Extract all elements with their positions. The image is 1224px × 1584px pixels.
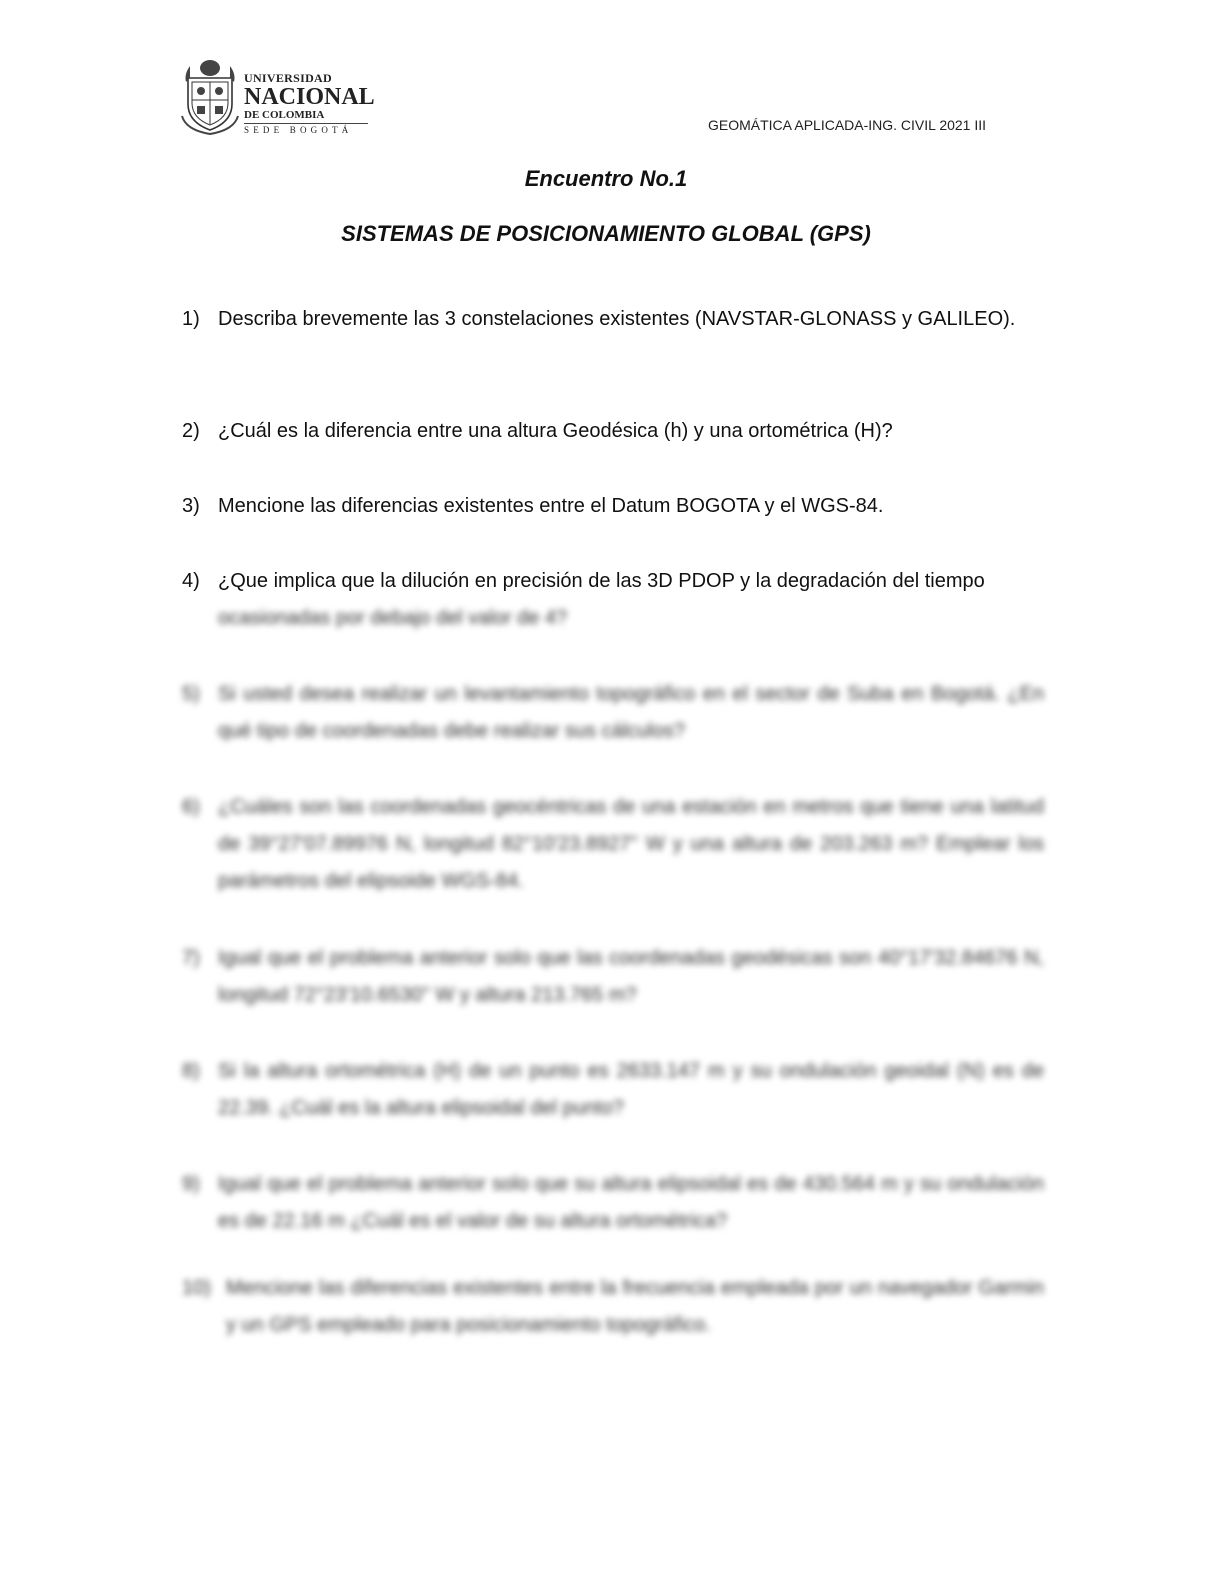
question-item xyxy=(182,1270,1044,1344)
question-text: Describa brevemente las 3 constelaciones existentes (NAVSTAR-GLONASS y GALILEO). xyxy=(218,308,1016,330)
coat-of-arms-icon xyxy=(180,56,240,136)
question-number: 9) xyxy=(182,1173,200,1195)
logo-line-4: SEDE BOGOTÁ xyxy=(244,125,353,135)
logo-line-1: UNIVERSIDAD xyxy=(244,71,332,85)
logo-line-3: DE COLOMBIA xyxy=(244,109,325,121)
question-number: 4) xyxy=(182,570,200,592)
question-text: ¿Cuál es la diferencia entre una altura Geodésica (h) y una ortométrica (H)? xyxy=(218,420,893,442)
question-number: 10) xyxy=(182,1277,211,1299)
question-text-blurred: ocasionadas por debajo del valor de 4? xyxy=(218,607,568,629)
question-number: 1) xyxy=(182,308,200,330)
course-header: GEOMÁTICA APLICADA-ING. CIVIL 2021 III xyxy=(708,117,987,133)
question-text: Igual que el problema anterior solo que su altura elipsoidal es de 430.564 m y su ondulación es de 22.16 m ¿Cuál es el valor de su altura ortométrica? xyxy=(218,1173,1044,1232)
question-item xyxy=(182,413,1044,450)
question-item xyxy=(182,563,1044,637)
question-item xyxy=(182,676,1044,750)
question-text: ¿Cuáles son las coordenadas geocéntricas de una estación en metros que tiene una latitud de 39°27'07.89976 N, longitud 82°10'23.8927'' W y una altura de 203.263 m? Emplear los parámetros del elipsoide WGS-84. xyxy=(218,796,1044,892)
question-text: Mencione las diferencias existentes entre la frecuencia empleada por un navegador Garmin y un GPS empleado para posicionamiento topográfico. xyxy=(226,1277,1044,1336)
question-text: Si usted desea realizar un levantamiento topográfico en el sector de Suba en Bogotá. ¿En qué tipo de coordenadas debe realizar sus cálculos? xyxy=(218,683,1044,742)
question-item xyxy=(182,940,1044,1014)
page-title: Encuentro No.1 xyxy=(524,166,688,191)
university-logo xyxy=(180,56,380,138)
logo-line-2: NACIONAL xyxy=(244,84,375,110)
question-text: Igual que el problema anterior solo que las coordenadas geodésicas son 40°17'32.84676 N, longitud 72°23'10.6530'' W y altura 213.765 m? xyxy=(218,947,1044,1006)
question-text xyxy=(218,563,1044,637)
page-subtitle: SISTEMAS DE POSICIONAMIENTO GLOBAL (GPS) xyxy=(341,221,871,246)
question-number: 3) xyxy=(182,495,200,517)
question-number: 7) xyxy=(182,947,200,969)
question-text: Mencione las diferencias existentes entre el Datum BOGOTA y el WGS-84. xyxy=(218,495,884,517)
question-item xyxy=(182,488,1044,525)
question-text: Si la altura ortométrica (H) de un punto es 2633.147 m y su ondulación geoidal (N) es de 22.39. ¿Cuál es la altura elipsoidal del punto? xyxy=(218,1060,1044,1119)
question-item xyxy=(182,1166,1044,1240)
question-number: 6) xyxy=(182,796,200,818)
question-number: 2) xyxy=(182,420,200,442)
question-item xyxy=(182,789,1044,900)
question-item xyxy=(182,301,1044,338)
question-number: 8) xyxy=(182,1060,200,1082)
logo-divider xyxy=(244,123,368,124)
question-item xyxy=(182,1053,1044,1127)
question-number: 5) xyxy=(182,683,200,705)
logo-wordmark xyxy=(244,72,375,135)
question-text-visible: ¿Que implica que la dilución en precisión de las 3D PDOP y la degradación del tiempo xyxy=(218,570,985,592)
